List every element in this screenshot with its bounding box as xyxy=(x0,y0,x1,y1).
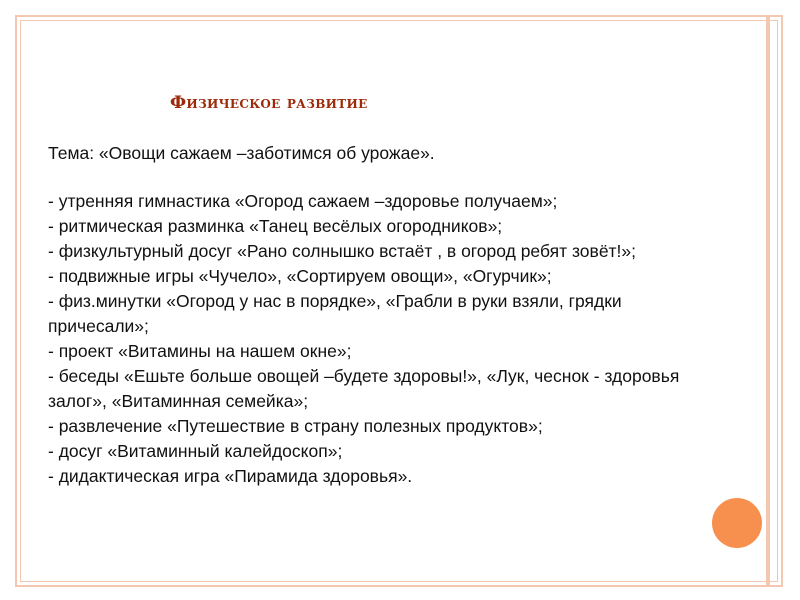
activity-item: - дидактическая игра «Пирамида здоровья». xyxy=(48,466,413,486)
activity-item: - подвижные игры «Чучело», «Сортируем овощи», «Огурчик»; xyxy=(48,266,552,286)
activity-item: - физкультурный досуг «Рано солнышко встаёт , в огород ребят зовёт!»; xyxy=(48,241,637,261)
activity-item: - проект «Витамины на нашем окне»; xyxy=(48,341,352,361)
theme-line: Тема: «Овощи сажаем –заботимся об урожае». xyxy=(48,143,435,163)
activity-item: - ритмическая разминка «Танец весёлых огородников»; xyxy=(48,216,503,236)
slide-title: Физическое развитие xyxy=(170,93,368,113)
activity-item: - развлечение «Путешествие в страну полезных продуктов»; xyxy=(48,416,543,436)
activity-item: - физ.минутки «Огород у нас в порядке», «Грабли в руки взяли, грядки причесали»; xyxy=(48,291,622,336)
activity-item: - досуг «Витаминный калейдоскоп»; xyxy=(48,441,343,461)
accent-circle xyxy=(712,498,762,548)
slide-content xyxy=(48,141,698,489)
activity-item: - утренняя гимнастика «Огород сажаем –здоровье получаем»; xyxy=(48,191,558,211)
activity-item: - беседы «Ешьте больше овощей –будете здоровы!», «Лук, чеснок - здоровья залог», «Витаминная семейка»; xyxy=(48,366,680,411)
